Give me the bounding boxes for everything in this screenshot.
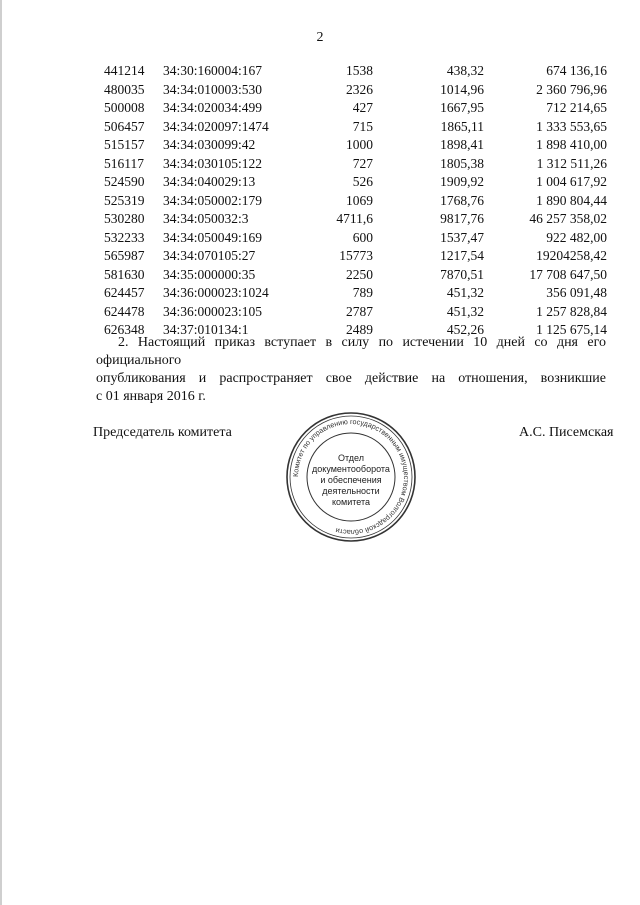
object-id-cell: 530280 [104,211,145,226]
seal-center-line-5: комитета [331,497,371,507]
area-cell: 4711,6 [336,211,373,226]
object-id-cell: 441214 [104,63,145,78]
cadastral-value-cell: 356 091,48 [546,285,607,300]
object-id-cell: 524590 [104,174,145,189]
cadastral-value-cell: 1 004 617,92 [536,174,607,189]
specific-value-cell: 7870,51 [440,266,484,282]
specific-value-cell: 1909,92 [440,174,484,189]
cadastral-number-cell: 34:34:050032:3 [163,211,249,226]
specific-value-cell: 1768,76 [440,192,484,208]
object-id-cell: 624478 [104,303,145,319]
cadastral-number-cell: 34:34:070105:27 [163,248,256,263]
cadastral-number-cell: 34:36:000023:1024 [163,285,269,300]
specific-value-cell: 1898,41 [440,137,484,152]
object-id-cell: 532233 [104,229,145,245]
clause-line-2: опубликования и распространяет свое действие на отношения, возникшие [96,371,606,386]
area-cell: 427 [352,100,373,115]
table-row [96,247,616,266]
seal-center-line-2: документооборота [312,464,390,474]
cadastral-value-cell: 1 890 804,44 [536,192,607,208]
area-cell: 15773 [339,248,373,263]
table-row [96,62,616,81]
cadastral-number-cell: 34:34:030105:122 [163,155,263,171]
cadastral-number-cell: 34:34:050049:169 [163,229,263,245]
cadastral-number-cell: 34:34:040029:13 [163,174,256,189]
cadastral-number-cell: 34:37:010134:1 [163,322,249,337]
area-cell: 2326 [346,81,373,97]
object-id-cell: 516117 [104,155,144,171]
scan-edge [0,0,2,905]
object-id-cell: 480035 [104,81,145,97]
table-row [96,303,616,322]
clause-paragraph [96,334,606,406]
cadastral-value-cell: 1 898 410,00 [536,137,607,152]
object-id-cell: 624457 [104,285,145,300]
object-id-cell: 525319 [104,192,145,208]
specific-value-cell: 451,32 [446,285,484,300]
area-cell: 1538 [346,63,373,78]
cadastral-number-cell: 34:30:160004:167 [163,63,263,78]
cadastral-number-cell: 34:34:010003:530 [163,81,263,97]
object-id-cell: 581630 [104,266,145,282]
object-id-cell: 565987 [104,248,145,263]
clause-line-3: с 01 января 2016 г. [96,389,206,404]
table-row [96,155,616,174]
cadastral-number-cell: 34:35:000000:35 [163,266,256,282]
cadastral-value-cell: 19204258,42 [536,248,607,263]
page-number: 2 [316,30,324,45]
area-cell: 1069 [346,192,373,208]
table-row [96,266,616,285]
specific-value-cell: 451,32 [446,303,484,319]
cadastral-value-cell: 1 312 511,26 [536,155,607,171]
cadastral-value-cell: 1 125 675,14 [536,322,607,337]
cadastral-value-cell: 17 708 647,50 [529,266,607,282]
area-cell: 526 [352,174,373,189]
seal-center-line-4: деятельности [322,486,380,496]
cadastral-value-cell: 712 214,65 [546,100,607,115]
object-id-cell: 506457 [104,118,145,134]
table-row [96,284,616,303]
specific-value-cell: 1805,38 [440,155,484,171]
specific-value-cell: 1667,95 [440,100,484,115]
specific-value-cell: 452,26 [446,322,484,337]
area-cell: 715 [352,118,373,134]
specific-value-cell: 1865,11 [440,118,484,134]
cadastral-number-cell: 34:34:020034:499 [163,100,263,115]
table-row [96,136,616,155]
signatory-position: Председатель комитета [93,425,232,440]
area-cell: 1000 [346,137,373,152]
specific-value-cell: 9817,76 [440,211,484,226]
table-row [96,173,616,192]
cadastral-value-cell: 1 257 828,84 [536,303,607,319]
seal-center-line-3: и обеспечения [320,475,382,485]
seal-center-line-1: Отдел [337,453,365,463]
cadastral-value-table [96,62,616,340]
area-cell: 2250 [346,266,373,282]
cadastral-value-cell: 46 257 358,02 [529,211,607,226]
object-id-cell: 515157 [104,137,145,152]
specific-value-cell: 438,32 [446,63,484,78]
table-row [96,99,616,118]
area-cell: 2787 [346,303,373,319]
table-row [96,118,616,137]
cadastral-number-cell: 34:34:030099:42 [163,137,256,152]
table-row [96,210,616,229]
cadastral-value-cell: 922 482,00 [546,229,607,245]
specific-value-cell: 1014,96 [440,81,484,97]
cadastral-value-cell: 2 360 796,96 [536,81,607,97]
cadastral-number-cell: 34:34:050002:179 [163,192,263,208]
area-cell: 2489 [346,322,373,337]
area-cell: 727 [352,155,373,171]
seal-ring-text: Комитет по управлению государственным имуществом Волгоградской области [290,416,412,538]
specific-value-cell: 1217,54 [440,248,484,263]
cadastral-number-cell: 34:36:000023:105 [163,303,263,319]
specific-value-cell: 1537,47 [440,229,484,245]
object-id-cell: 626348 [104,322,145,337]
official-stamp-seal [284,410,418,544]
table-row [96,229,616,248]
table-row [96,192,616,211]
area-cell: 789 [352,285,373,300]
cadastral-value-cell: 674 136,16 [546,63,607,78]
cadastral-number-cell: 34:34:020097:1474 [163,118,269,134]
object-id-cell: 500008 [104,100,145,115]
table-row [96,81,616,100]
area-cell: 600 [352,229,373,245]
signatory-name: А.С. Писемская [519,425,614,440]
clause-line-1: 2. Настоящий приказ вступает в силу по истечении 10 дней со дня его официального [96,335,606,368]
cadastral-value-cell: 1 333 553,65 [536,118,607,134]
